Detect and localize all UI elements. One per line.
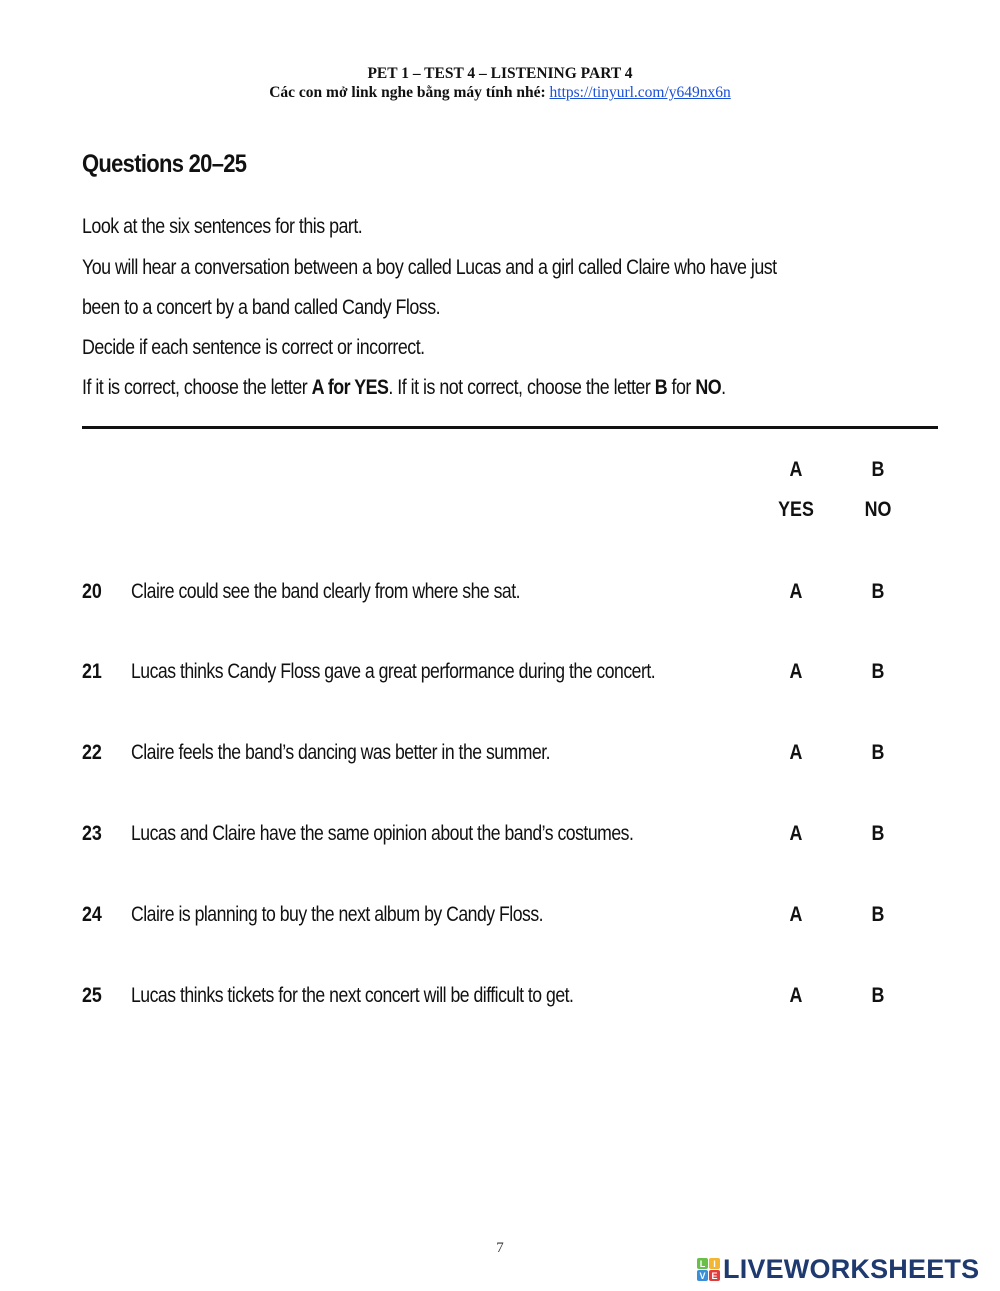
instruction-line: Look at the six sentences for this part.: [82, 215, 363, 238]
option-b[interactable]: B: [871, 580, 885, 603]
listening-link-line: [0, 83, 1000, 102]
option-a[interactable]: A: [789, 741, 803, 764]
question-row: [82, 660, 938, 690]
question-text: Claire feels the band’s dancing was better in the summer.: [131, 741, 551, 764]
option-a[interactable]: A: [789, 984, 803, 1007]
option-a[interactable]: A: [789, 660, 803, 683]
link-instruction: Các con mở link nghe bằng máy tính nhé:: [269, 84, 550, 101]
question-text: Claire is planning to buy the next album by Candy Floss.: [131, 903, 544, 926]
question-text: Claire could see the band clearly from where she sat.: [131, 580, 521, 603]
question-row: [82, 822, 938, 852]
test-title: PET 1 – TEST 4 – LISTENING PART 4: [367, 65, 633, 82]
logo-wordmark: LIVEWORKSHEETS: [723, 1254, 980, 1284]
question-number: 25: [82, 984, 102, 1007]
question-text: Lucas and Claire have the same opinion about the band’s costumes.: [131, 822, 634, 845]
question-number: 20: [82, 580, 102, 603]
column-header-b: B NO: [864, 458, 892, 521]
question-row: [82, 984, 938, 1014]
question-row: [82, 580, 938, 610]
question-number: 24: [82, 903, 102, 926]
instruction-line: You will hear a conversation between a boy called Lucas and a girl called Claire who have just: [82, 256, 777, 279]
column-header-a: A YES: [778, 458, 814, 521]
option-a[interactable]: A: [789, 903, 803, 926]
option-a[interactable]: A: [789, 822, 803, 845]
audio-link[interactable]: https://tinyurl.com/y649nx6n: [549, 84, 731, 101]
option-a[interactable]: A: [789, 580, 803, 603]
question-number: 22: [82, 741, 102, 764]
divider: [82, 426, 938, 429]
option-b[interactable]: B: [871, 984, 885, 1007]
question-row: [82, 741, 938, 771]
answer-instruction: If it is correct, choose the letter A for YES. If it is not correct, choose the letter B for NO.: [82, 376, 726, 399]
question-row: [82, 903, 938, 933]
question-number: 23: [82, 822, 102, 845]
option-b[interactable]: B: [871, 903, 885, 926]
page-number: 7: [496, 1240, 504, 1256]
instruction-line: been to a concert by a band called Candy Floss.: [82, 296, 441, 319]
question-text: Lucas thinks Candy Floss gave a great performance during the concert.: [131, 660, 656, 683]
question-number: 21: [82, 660, 102, 683]
option-b[interactable]: B: [871, 741, 885, 764]
option-b[interactable]: B: [871, 822, 885, 845]
live-tile-icon: L I V E: [697, 1258, 720, 1281]
option-b[interactable]: B: [871, 660, 885, 683]
liveworksheets-logo: [697, 1254, 979, 1285]
document-header: [0, 64, 1000, 102]
section-title: Questions 20–25: [82, 150, 247, 178]
instruction-line: Decide if each sentence is correct or incorrect.: [82, 336, 425, 359]
question-text: Lucas thinks tickets for the next concert will be difficult to get.: [131, 984, 574, 1007]
